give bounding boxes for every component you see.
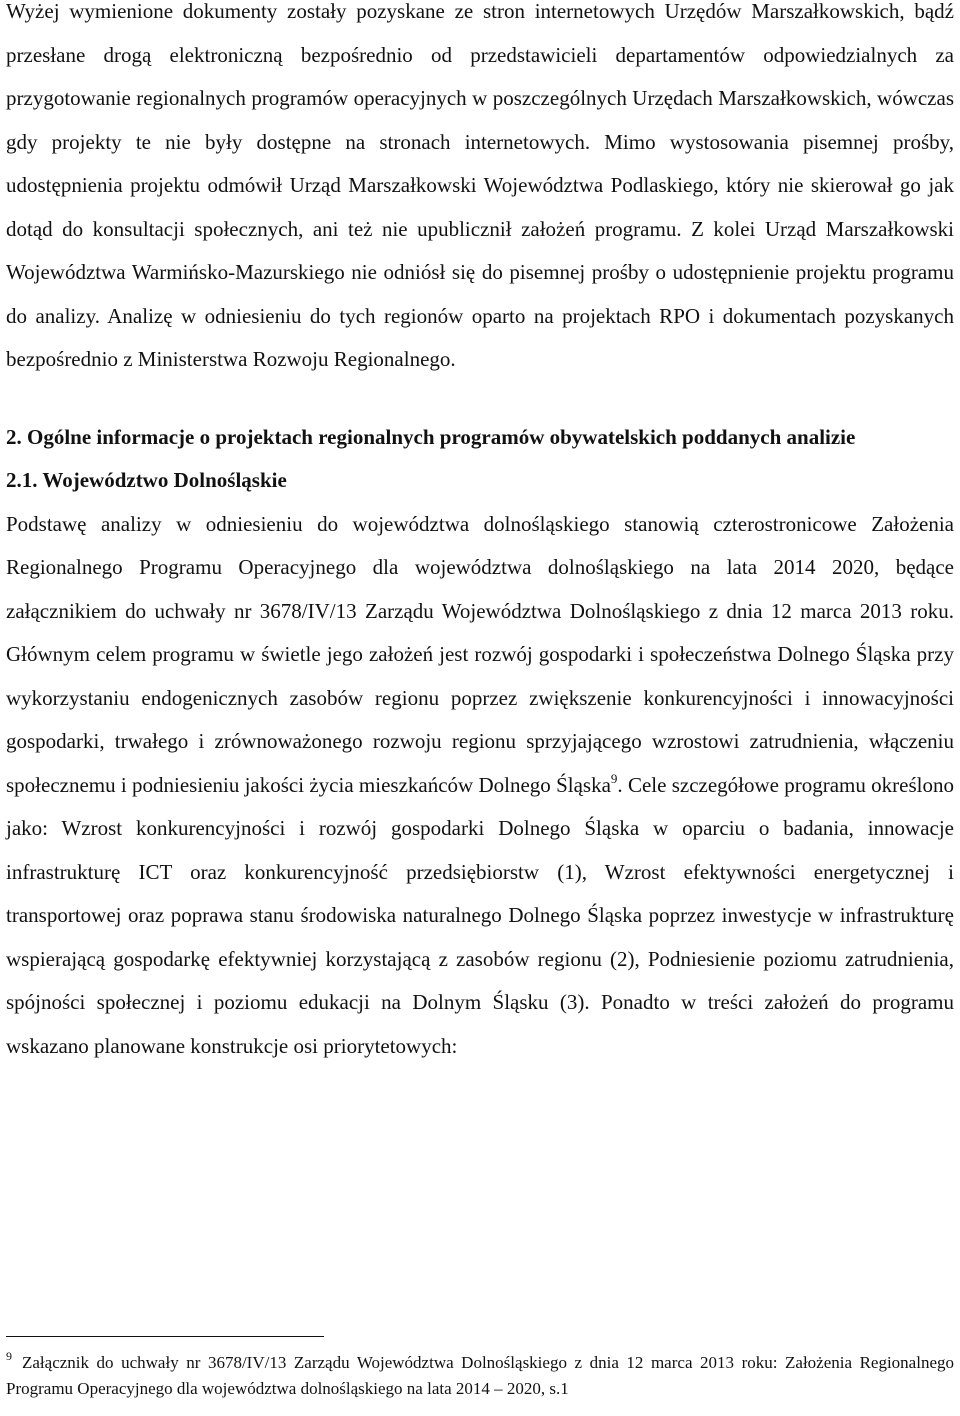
footnote — [6, 1350, 954, 1402]
footnote-divider — [6, 1336, 324, 1337]
body-paragraph — [6, 503, 954, 1069]
footnote-text: Załącznik do uchwały nr 3678/IV/13 Zarządu Województwa Dolnośląskiego z dnia 12 marca 2013 roku: Założenia Regionalnego Programu Operacyjnego dla województwa dolnośląskiego na lata 2014 – 2020, s.1 — [6, 1353, 954, 1398]
footnote-reference[interactable]: 9 — [610, 770, 618, 786]
footnote-number: 9 — [6, 1349, 12, 1363]
subsection-heading: 2.1. Województwo Dolnośląskie — [6, 468, 287, 492]
body-paragraph-part2: . Cele szczegółowe programu określono jako: Wzrost konkurencyjności i rozwój gospodarki Dolnego Śląska w oparciu o badania, innowacje infrastrukturę ICT oraz konkurencyjność przedsiębiorstw (1), Wzrost efektywności energetycznej i transportowej oraz poprawa stanu środowiska naturalnego Dolnego Śląska poprzez inwestycje w infrastrukturę wspierającą gospodarkę efektywniej korzystającą z zasobów regionu (2), Podniesienie poziomu zatrudnienia, spójności społecznej i poziomu edukacji na Dolnym Śląsku (3). Ponadto w treści założeń do programu wskazano planowane konstrukcje osi priorytetowych: — [6, 772, 954, 1058]
body-paragraph-part1: Podstawę analizy w odniesieniu do województwa dolnośląskiego stanowią czterostronicowe Założenia Regionalnego Programu Operacyjnego dla województwa dolnośląskiego na lata 2014 2020, będące załącznikiem do uchwały nr 3678/IV/13 Zarządu Województwa Dolnośląskiego z dnia 12 marca 2013 roku. Głównym celem programu w świetle jego założeń jest rozwój gospodarki i społeczeństwa Dolnego Śląska przy wykorzystaniu endogenicznych zasobów regionu poprzez zwiększenie konkurencyjności i innowacyjności gospodarki, trwałego i zrównoważonego rozwoju regionu sprzyjającego wzrostowi zatrudnienia, włączeniu społecznemu i podniesieniu jakości życia mieszkańców Dolnego Śląska — [6, 511, 954, 797]
intro-paragraph: Wyżej wymienione dokumenty zostały pozyskane ze stron internetowych Urzędów Marszałkowskich, bądź przesłane drogą elektroniczną bezpośrednio od przedstawicieli departamentów odpowiedzialnych za przygotowanie regionalnych programów operacyjnych w poszczególnych Urzędach Marszałkowskich, wówczas gdy projekty te nie były dostępne na stronach internetowych. Mimo wystosowania pisemnej prośby, udostępnienia projektu odmówił Urząd Marszałkowski Województwa Podlaskiego, który nie skierował go jak dotąd do konsultacji społecznych, ani też nie upublicznił założeń programu. Z kolei Urząd Marszałkowski Województwa Warmińsko-Mazurskiego nie odniósł się do pisemnej prośby o udostępnienie projektu programu do analizy. Analizę w odniesieniu do tych regionów oparto na projektach RPO i dokumentach pozyskanych bezpośrednio z Ministerstwa Rozwoju Regionalnego. — [6, 0, 954, 371]
section-heading: 2. Ogólne informacje o projektach regionalnych programów obywatelskich poddanych analizie — [6, 424, 856, 449]
